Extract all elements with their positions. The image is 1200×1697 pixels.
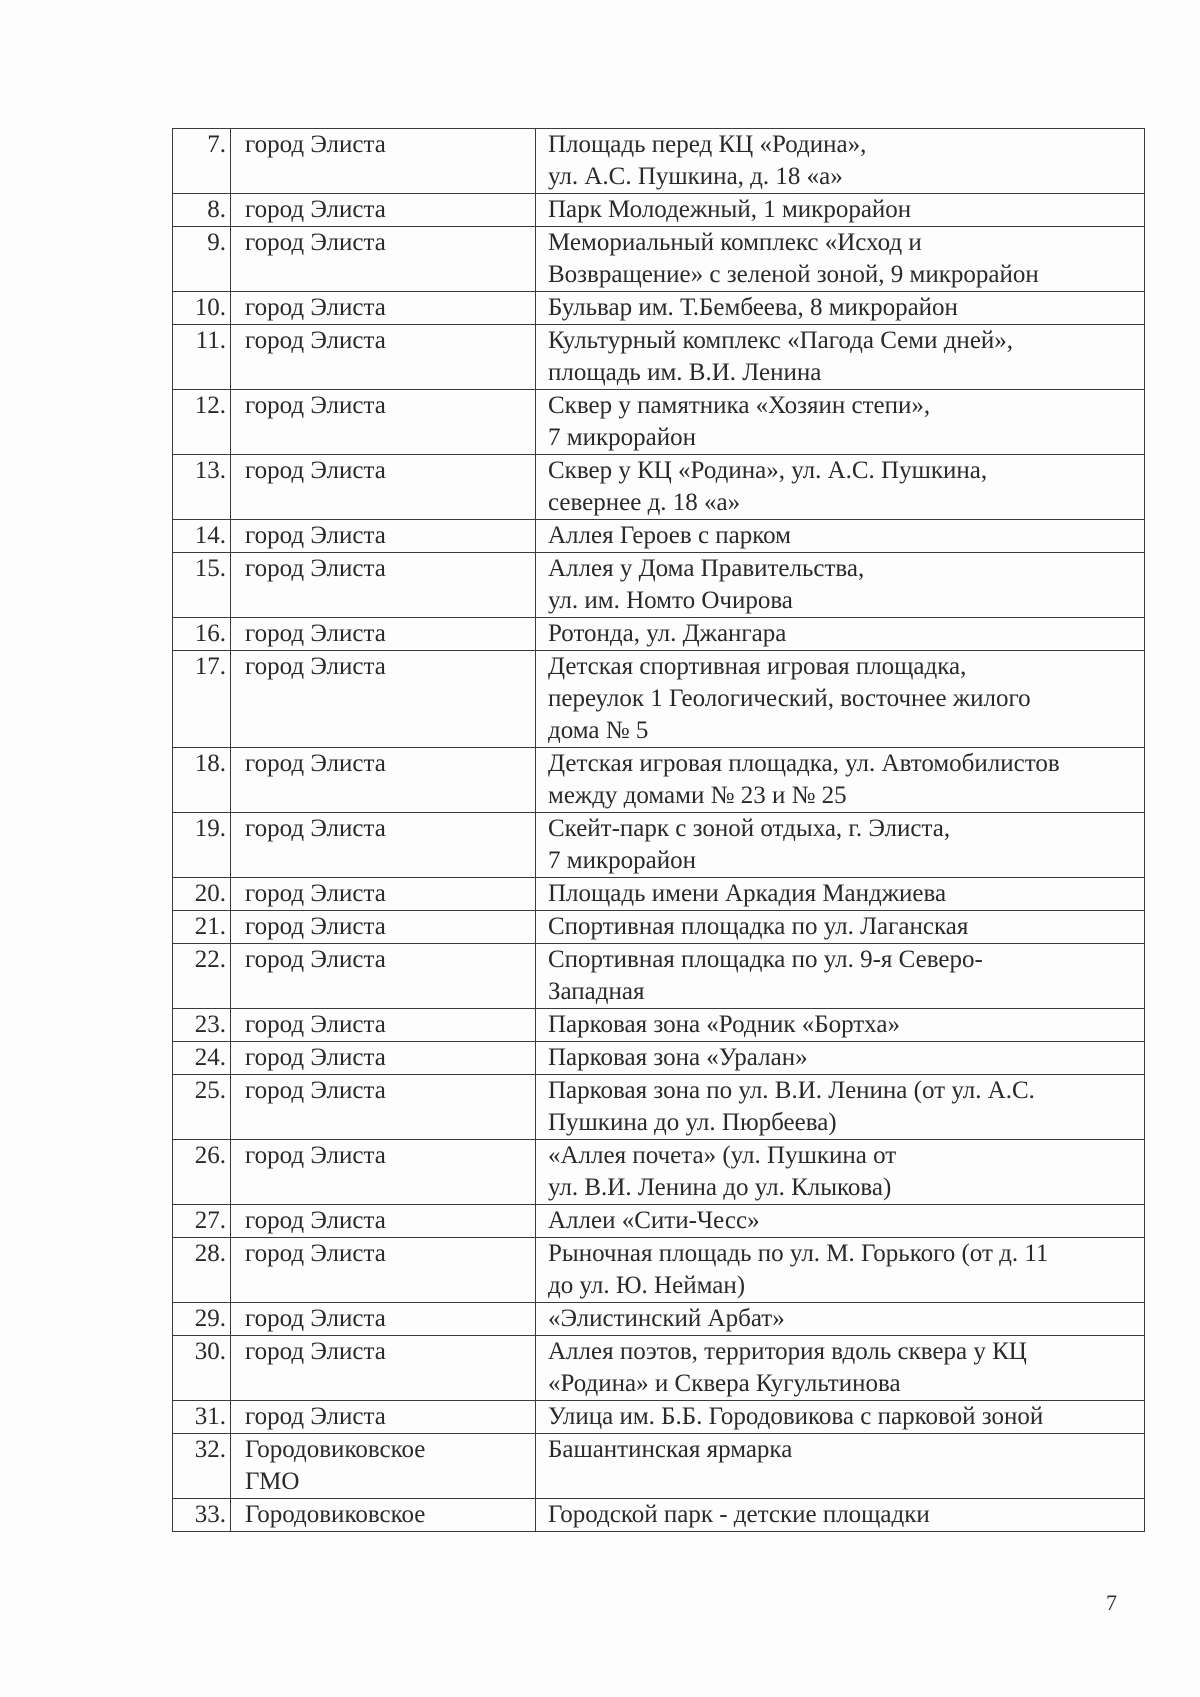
row-site: Мемориальный комплекс «Исход и Возвращение» с зеленой зоной, 9 микрорайон [536, 227, 1145, 292]
places-table [172, 128, 1145, 1532]
row-municipality: город Элиста [231, 944, 536, 1009]
row-site: Аллеи «Сити-Чесс» [536, 1205, 1145, 1238]
row-site: Культурный комплекс «Пагода Семи дней», площадь им. В.И. Ленина [536, 325, 1145, 390]
row-number: 13. [173, 455, 231, 520]
row-number: 15. [173, 553, 231, 618]
table-row [173, 944, 1145, 1009]
row-site: Скейт-парк с зоной отдыха, г. Элиста, 7 микрорайон [536, 813, 1145, 878]
row-site: Парковая зона «Уралан» [536, 1042, 1145, 1075]
table-row [173, 1401, 1145, 1434]
table-row [173, 325, 1145, 390]
row-site: Площадь имени Аркадия Манджиева [536, 878, 1145, 911]
row-number: 18. [173, 748, 231, 813]
table-row [173, 618, 1145, 651]
row-site: Рыночная площадь по ул. М. Горького (от д. 11 до ул. Ю. Нейман) [536, 1238, 1145, 1303]
table-row [173, 455, 1145, 520]
table-row [173, 553, 1145, 618]
table-row [173, 520, 1145, 553]
row-site: Спортивная площадка по ул. 9-я Северо- Западная [536, 944, 1145, 1009]
row-site: Бульвар им. Т.Бембеева, 8 микрорайон [536, 292, 1145, 325]
row-site: «Аллея почета» (ул. Пушкина от ул. В.И. Ленина до ул. Клыкова) [536, 1140, 1145, 1205]
row-municipality: город Элиста [231, 553, 536, 618]
row-number: 25. [173, 1075, 231, 1140]
row-municipality: город Элиста [231, 1009, 536, 1042]
row-number: 31. [173, 1401, 231, 1434]
row-site: Площадь перед КЦ «Родина», ул. А.С. Пушкина, д. 18 «а» [536, 129, 1145, 194]
row-site: Башантинская ярмарка [536, 1434, 1145, 1499]
row-number: 17. [173, 651, 231, 748]
row-municipality: город Элиста [231, 1205, 536, 1238]
row-number: 24. [173, 1042, 231, 1075]
table-row [173, 1009, 1145, 1042]
row-municipality: город Элиста [231, 194, 536, 227]
table-row [173, 1303, 1145, 1336]
row-site: Сквер у КЦ «Родина», ул. А.С. Пушкина, севернее д. 18 «а» [536, 455, 1145, 520]
row-number: 22. [173, 944, 231, 1009]
row-municipality: город Элиста [231, 1075, 536, 1140]
table-row [173, 1205, 1145, 1238]
table-row [173, 194, 1145, 227]
row-municipality: город Элиста [231, 520, 536, 553]
row-municipality: город Элиста [231, 878, 536, 911]
table-row [173, 227, 1145, 292]
row-site: Городской парк - детские площадки [536, 1499, 1145, 1532]
row-number: 20. [173, 878, 231, 911]
row-municipality: город Элиста [231, 1336, 536, 1401]
row-site: «Элистинский Арбат» [536, 1303, 1145, 1336]
table-row [173, 1434, 1145, 1499]
row-municipality: город Элиста [231, 911, 536, 944]
row-municipality: город Элиста [231, 227, 536, 292]
row-municipality: город Элиста [231, 1303, 536, 1336]
row-municipality: город Элиста [231, 455, 536, 520]
row-number: 16. [173, 618, 231, 651]
table-row [173, 1499, 1145, 1532]
row-number: 11. [173, 325, 231, 390]
row-site: Аллея поэтов, территория вдоль сквера у КЦ «Родина» и Сквера Кугультинова [536, 1336, 1145, 1401]
row-site: Парковая зона «Родник «Бортха» [536, 1009, 1145, 1042]
table-row [173, 651, 1145, 748]
table-row [173, 911, 1145, 944]
row-number: 30. [173, 1336, 231, 1401]
table-row [173, 748, 1145, 813]
row-municipality: город Элиста [231, 390, 536, 455]
row-municipality: город Элиста [231, 618, 536, 651]
row-number: 28. [173, 1238, 231, 1303]
row-number: 8. [173, 194, 231, 227]
table-row [173, 878, 1145, 911]
row-number: 32. [173, 1434, 231, 1499]
row-municipality: город Элиста [231, 1042, 536, 1075]
table-row [173, 1042, 1145, 1075]
row-site: Улица им. Б.Б. Городовикова с парковой зоной [536, 1401, 1145, 1434]
row-municipality: город Элиста [231, 292, 536, 325]
row-site: Аллея Героев с парком [536, 520, 1145, 553]
row-number: 10. [173, 292, 231, 325]
table-row [173, 1140, 1145, 1205]
row-site: Сквер у памятника «Хозяин степи», 7 микрорайон [536, 390, 1145, 455]
table-row [173, 813, 1145, 878]
row-number: 12. [173, 390, 231, 455]
row-site: Парковая зона по ул. В.И. Ленина (от ул. А.С. Пушкина до ул. Пюрбеева) [536, 1075, 1145, 1140]
row-municipality: город Элиста [231, 651, 536, 748]
page-number: 7 [1106, 1590, 1117, 1615]
row-municipality: Городовиковское [231, 1499, 536, 1532]
row-site: Парк Молодежный, 1 микрорайон [536, 194, 1145, 227]
row-number: 27. [173, 1205, 231, 1238]
row-number: 26. [173, 1140, 231, 1205]
row-site: Ротонда, ул. Джангара [536, 618, 1145, 651]
row-municipality: город Элиста [231, 325, 536, 390]
table-row [173, 1075, 1145, 1140]
row-municipality: город Элиста [231, 748, 536, 813]
table-row [173, 129, 1145, 194]
places-table-body [173, 129, 1145, 1532]
row-municipality: город Элиста [231, 129, 536, 194]
row-site: Аллея у Дома Правительства, ул. им. Номто Очирова [536, 553, 1145, 618]
table-row [173, 1238, 1145, 1303]
row-number: 23. [173, 1009, 231, 1042]
row-number: 7. [173, 129, 231, 194]
row-number: 29. [173, 1303, 231, 1336]
row-number: 19. [173, 813, 231, 878]
row-municipality: город Элиста [231, 1401, 536, 1434]
row-municipality: город Элиста [231, 1238, 536, 1303]
row-municipality: город Элиста [231, 1140, 536, 1205]
row-number: 33. [173, 1499, 231, 1532]
row-municipality: Городовиковское ГМО [231, 1434, 536, 1499]
table-row [173, 292, 1145, 325]
table-row [173, 390, 1145, 455]
row-number: 14. [173, 520, 231, 553]
table-row [173, 1336, 1145, 1401]
row-site: Детская спортивная игровая площадка, переулок 1 Геологический, восточнее жилого дома № 5 [536, 651, 1145, 748]
row-number: 21. [173, 911, 231, 944]
row-site: Спортивная площадка по ул. Лаганская [536, 911, 1145, 944]
row-site: Детская игровая площадка, ул. Автомобилистов между домами № 23 и № 25 [536, 748, 1145, 813]
row-municipality: город Элиста [231, 813, 536, 878]
row-number: 9. [173, 227, 231, 292]
